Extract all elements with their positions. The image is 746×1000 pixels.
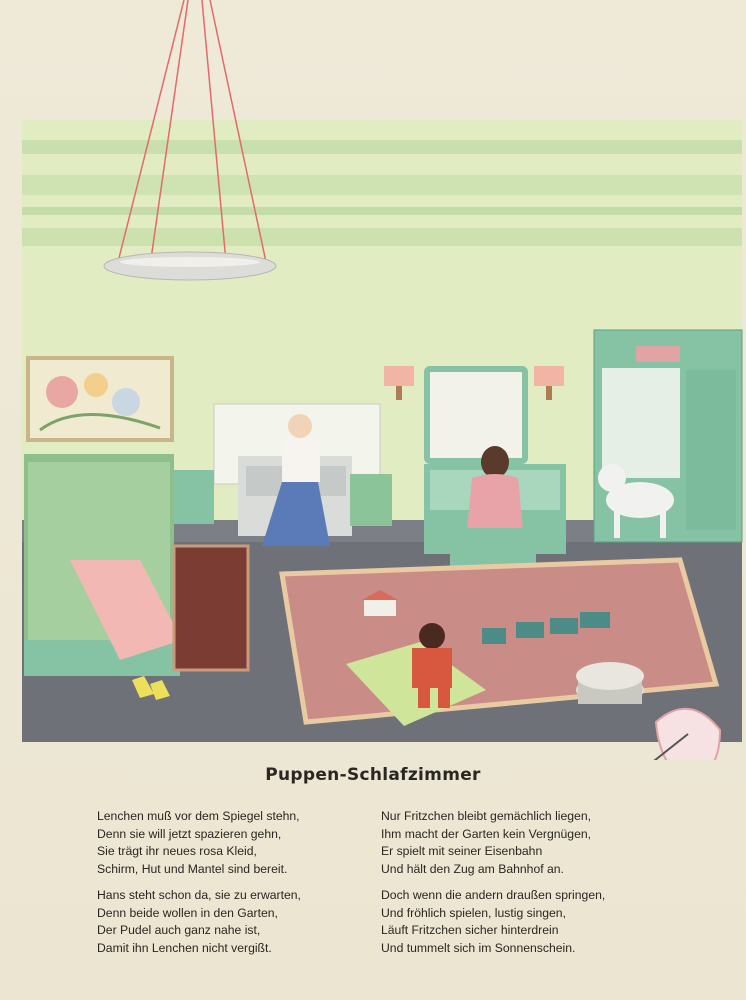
verse-line: Denn beide wollen in den Garten,	[97, 905, 278, 920]
green-stool-1	[350, 474, 392, 526]
bed	[24, 454, 182, 676]
verse-line: Der Pudel auch ganz nahe ist,	[97, 923, 261, 937]
wall-picture	[26, 356, 174, 442]
page-title: Puppen-Schlafzimmer	[265, 765, 481, 785]
verse-column-left	[97, 808, 367, 966]
verse-line: Hans steht schon da, sie zu erwarten,	[97, 888, 301, 902]
small-rug	[174, 546, 248, 670]
stanza	[381, 887, 681, 957]
verse-line: Denn sie will jetzt spazieren gehn,	[97, 826, 282, 841]
wall-stripe-4	[22, 228, 742, 246]
verse-line: Und hält den Zug am Bahnhof an.	[381, 861, 564, 876]
wall-stripe-2	[22, 175, 742, 195]
stanza	[97, 808, 367, 878]
verse-line: Ihm macht der Garten kein Vergnügen,	[381, 826, 592, 841]
verse-line: Er spielt mit seiner Eisenbahn	[381, 844, 543, 858]
verse-line: Nur Fritzchen bleibt gemächlich liegen,	[381, 809, 591, 823]
verse-column-right	[381, 808, 681, 966]
verse-line: Damit ihn Lenchen nicht vergißt.	[97, 940, 272, 955]
verse-line: Sie trägt ihr neues rosa Kleid,	[97, 844, 257, 858]
stanza	[97, 887, 367, 957]
stanza	[381, 808, 681, 878]
verse-line: Schirm, Hut und Mantel sind bereit.	[97, 861, 288, 876]
verse-line: Lenchen muß vor dem Spiegel stehn,	[97, 809, 300, 823]
hatbox	[576, 662, 644, 704]
bedside-table	[174, 470, 214, 524]
verse-line: Läuft Fritzchen sicher hinterdrein	[381, 923, 559, 937]
verse-line: Und fröhlich spielen, lustig singen,	[381, 905, 566, 920]
wall-stripe-1	[22, 140, 742, 154]
verse-line: Und tummelt sich im Sonnenschein.	[381, 940, 576, 955]
verse-line: Doch wenn die andern draußen springen,	[381, 888, 606, 902]
